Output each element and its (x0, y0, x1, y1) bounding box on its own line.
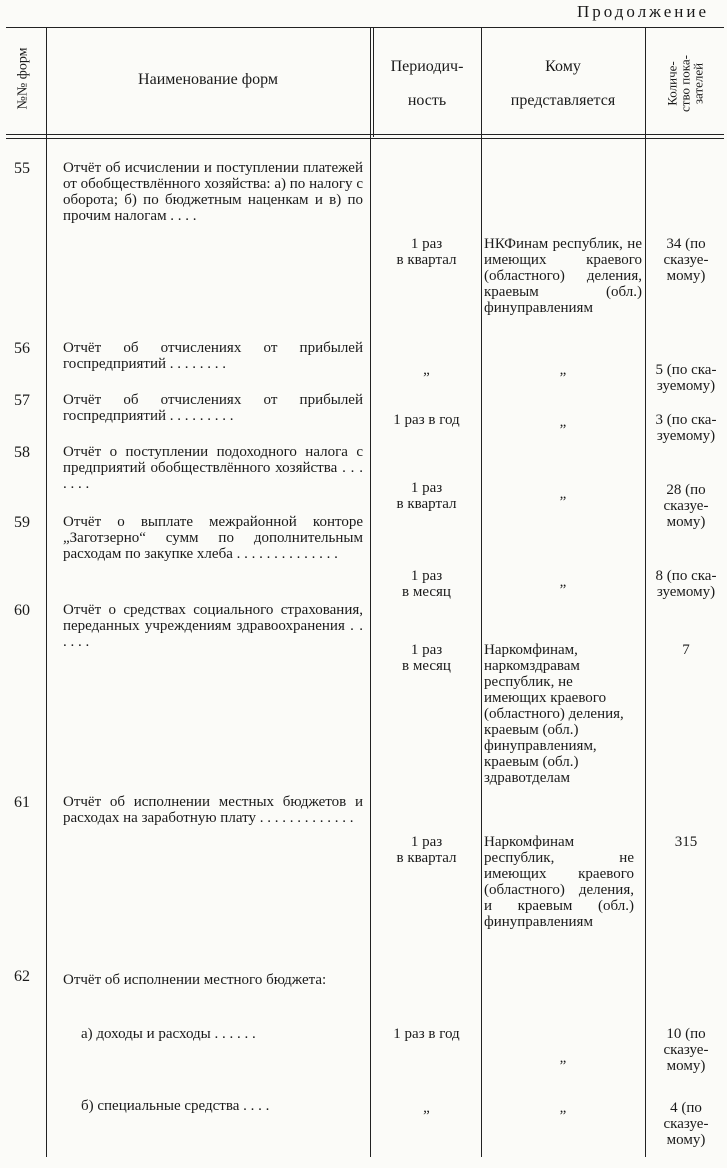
row-62a-periodicity: 1 раз в год (393, 1026, 460, 1042)
row-57-recipient: „ (559, 414, 567, 430)
row-59-number: 59 (14, 514, 30, 531)
row-62b-periodicity: „ (423, 1100, 430, 1116)
row-58-indicators: 28 (по сказуе- мому) (663, 482, 709, 530)
row-62a-indicators: 10 (по сказуе- мому) (663, 1026, 709, 1074)
row-57-name: Отчёт об отчислениях от прибылей госпредприятий . . . . . . . . . (63, 392, 363, 424)
row-56-number: 56 (14, 340, 30, 357)
row-58-name: Отчёт о поступлении подоходного налога с предприятий обобществлённого хозяйства . . . . . . . (63, 444, 363, 492)
row-56-indicators: 5 (по ска- зуемому) (655, 362, 717, 394)
row-57-number: 57 (14, 392, 30, 409)
header-periodicity: Периодич- ность (390, 58, 464, 109)
row-55-number: 55 (14, 160, 30, 177)
row-60-recipient: Наркомфинам, наркомздравам республик, не имеющих краевого (областного) деления, краевым (обл.) финуправлениям, краевым (обл.) здравотделам (484, 642, 624, 786)
row-62b-indicators: 4 (по сказуе- мому) (663, 1100, 709, 1148)
row-60-indicators: 7 (682, 642, 690, 658)
row-57-indicators: 3 (по ска- зуемому) (655, 412, 717, 444)
row-60-periodicity: 1 раз в месяц (402, 642, 451, 674)
row-55-indicators: 34 (по сказуе- мому) (663, 236, 709, 284)
row-60-name: Отчёт о средствах социального страхования, переданных учреждениям здравоохранения . . . . . . (63, 602, 363, 650)
row-62b-name: б) специальные средства . . . . (81, 1098, 270, 1114)
row-61-number: 61 (14, 794, 30, 811)
row-62a-name: а) доходы и расходы . . . . . . (81, 1026, 256, 1042)
row-61-periodicity: 1 раз в квартал (396, 834, 457, 866)
row-62-number: 62 (14, 968, 30, 985)
row-62b-recipient: „ (559, 1100, 567, 1116)
header-number: №№ форм (15, 47, 31, 110)
row-59-indicators: 8 (по ска- зуемому) (655, 568, 717, 600)
header-bottom-border-double (6, 138, 724, 139)
row-57-periodicity: 1 раз в год (393, 412, 460, 428)
row-59-name: Отчёт о выплате межрайонной конторе „Заготзерно“ сумм по дополнительным расходам по закупке хлеба . . . . . . . . . . . . . . (63, 514, 363, 562)
column-divider-3 (481, 27, 482, 1157)
table-top-border (6, 27, 724, 28)
row-56-periodicity: „ (423, 362, 430, 378)
row-58-periodicity: 1 раз в квартал (396, 480, 457, 512)
row-58-recipient: „ (559, 486, 567, 502)
row-55-recipient: НКФинам республик, не имеющих краевого (областного) деления, краевым (обл.) финуправлениям (484, 236, 642, 316)
row-62a-recipient: „ (559, 1050, 567, 1066)
row-62-name: Отчёт об исполнении местного бюджета: (63, 972, 327, 988)
row-61-name: Отчёт об исполнении местных бюджетов и расходах на заработную плату . . . . . . . . . . . . . (63, 794, 363, 826)
column-divider-2 (370, 27, 371, 1157)
header-recipient: Кому представляется (510, 58, 616, 109)
header-name: Наименование форм (138, 71, 278, 88)
column-divider-4 (645, 27, 646, 1157)
continuation-label: Продолжение (576, 2, 709, 21)
row-55-name: Отчёт об исчислении и поступлении платежей от обобществлённого хозяйства: а) по налогу с оборота; б) по бюджетным наценкам и в) по прочим налогам . . . . (63, 160, 363, 224)
row-61-recipient: Наркомфинам республик, не имеющих краевого (областного) деления, и краевым (обл.) финуправлениям (484, 834, 634, 930)
row-58-number: 58 (14, 444, 30, 461)
row-61-indicators: 315 (674, 834, 698, 850)
row-59-periodicity: 1 раз в месяц (402, 568, 451, 600)
row-60-number: 60 (14, 602, 30, 619)
row-56-recipient: „ (559, 362, 567, 378)
row-59-recipient: „ (559, 574, 567, 590)
row-56-name: Отчёт об отчислениях от прибылей госпредприятий . . . . . . . . (63, 340, 363, 372)
header-indicators: Количе- ство пока- зателей (664, 55, 706, 112)
header-bottom-border (6, 134, 724, 135)
row-55-periodicity: 1 раз в квартал (396, 236, 457, 268)
column-divider-1 (46, 27, 47, 1157)
